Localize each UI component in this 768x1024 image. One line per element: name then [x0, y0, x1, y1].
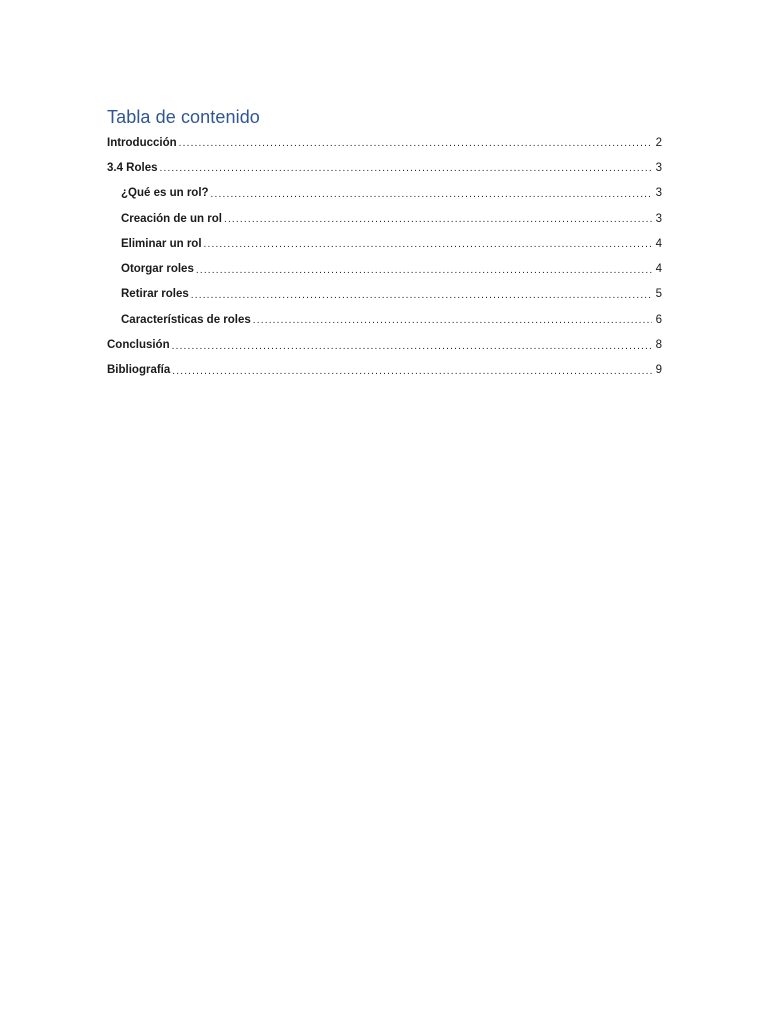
toc-entry-otorgar-roles[interactable]: [107, 256, 662, 281]
toc-entry-label: Retirar roles: [121, 288, 189, 301]
toc-entry-page: 6: [655, 313, 662, 326]
toc-dot-leader: [191, 290, 652, 302]
toc-entry-page: 2: [655, 136, 662, 149]
toc-entry-page: 9: [655, 364, 662, 377]
toc-entry-introduccion[interactable]: [107, 130, 662, 155]
toc-entry-caracteristicas-de-roles[interactable]: [107, 307, 662, 332]
toc-entry-que-es-un-rol[interactable]: [107, 181, 662, 206]
toc-dot-leader: [172, 366, 651, 378]
toc-entry-label: Otorgar roles: [121, 263, 194, 276]
toc-entry-retirar-roles[interactable]: [107, 282, 662, 307]
toc-entry-page: 8: [655, 339, 662, 352]
toc-entry-creacion-de-un-rol[interactable]: [107, 206, 662, 231]
toc-entry-label: Creación de un rol: [121, 212, 222, 225]
toc-entry-page: 4: [655, 263, 662, 276]
toc-entry-label: Eliminar un rol: [121, 237, 202, 250]
toc-dot-leader: [179, 138, 652, 150]
toc-dot-leader: [211, 189, 652, 201]
toc-entry-page: 3: [655, 161, 662, 174]
toc-entry-eliminar-un-rol[interactable]: [107, 231, 662, 256]
toc-dot-leader: [224, 214, 652, 226]
toc-entry-page: 5: [655, 288, 662, 301]
toc-entry-page: 4: [655, 237, 662, 250]
toc-title: Tabla de contenido: [107, 107, 260, 127]
toc-dot-leader: [253, 315, 652, 327]
toc-dot-leader: [196, 265, 652, 277]
toc-entry-label: Características de roles: [121, 313, 251, 326]
toc-entry-label: Introducción: [107, 136, 177, 149]
table-of-contents: [107, 130, 662, 383]
toc-dot-leader: [160, 163, 652, 175]
toc-entry-page: 3: [655, 212, 662, 225]
toc-entry-page: 3: [655, 187, 662, 200]
toc-entry-label: 3.4 Roles: [107, 161, 158, 174]
toc-entry-bibliografia[interactable]: [107, 358, 662, 383]
toc-entry-label: Conclusión: [107, 339, 170, 352]
toc-entry-roles[interactable]: [107, 155, 662, 180]
toc-entry-label: Bibliografía: [107, 364, 171, 377]
toc-entry-label: ¿Qué es un rol?: [121, 187, 209, 200]
toc-dot-leader: [172, 341, 652, 353]
toc-entry-conclusion[interactable]: [107, 332, 662, 357]
toc-dot-leader: [204, 239, 652, 251]
